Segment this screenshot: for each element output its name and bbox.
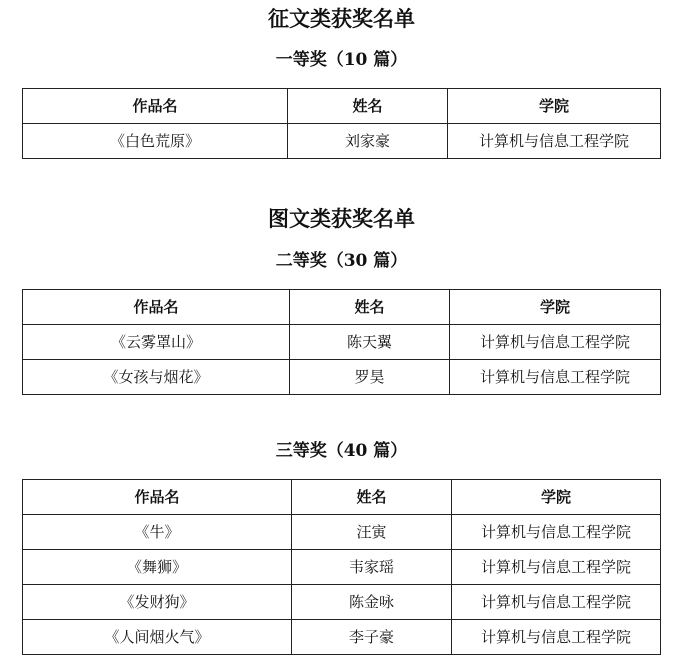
cell-name: 韦家瑶 — [292, 550, 452, 585]
cell-work: 《舞狮》 — [23, 550, 292, 585]
cell-name: 罗昊 — [290, 360, 450, 395]
column-header-name: 姓名 — [288, 89, 448, 124]
table-row — [23, 620, 661, 655]
column-header-work: 作品名 — [23, 290, 290, 325]
table-row — [23, 515, 661, 550]
section-title-essay: 征文类获奖名单 — [268, 7, 415, 31]
cell-college: 计算机与信息工程学院 — [448, 124, 661, 159]
cell-college: 计算机与信息工程学院 — [450, 360, 661, 395]
table-header-row — [23, 480, 661, 515]
column-header-work: 作品名 — [23, 89, 288, 124]
cell-work: 《人间烟火气》 — [23, 620, 292, 655]
cell-college: 计算机与信息工程学院 — [452, 620, 661, 655]
tier-title-first-prize: 一等奖（10 篇） — [275, 50, 408, 70]
cell-college: 计算机与信息工程学院 — [450, 325, 661, 360]
cell-college: 计算机与信息工程学院 — [452, 585, 661, 620]
cell-college: 计算机与信息工程学院 — [452, 550, 661, 585]
tier-title-third-prize: 三等奖（40 篇） — [275, 441, 408, 461]
section-title-graphic: 图文类获奖名单 — [268, 207, 415, 231]
cell-name: 陈天翼 — [290, 325, 450, 360]
column-header-work: 作品名 — [23, 480, 292, 515]
column-header-college: 学院 — [450, 290, 661, 325]
cell-work: 《牛》 — [23, 515, 292, 550]
award-table-second-prize — [22, 289, 661, 395]
cell-work: 《白色荒原》 — [23, 124, 288, 159]
cell-name: 陈金咏 — [292, 585, 452, 620]
column-header-college: 学院 — [448, 89, 661, 124]
table-row — [23, 585, 661, 620]
award-table-first-prize — [22, 88, 661, 159]
column-header-name: 姓名 — [290, 290, 450, 325]
column-header-college: 学院 — [452, 480, 661, 515]
tier-title-second-prize: 二等奖（30 篇） — [275, 251, 408, 271]
table-row — [23, 124, 661, 159]
column-header-name: 姓名 — [292, 480, 452, 515]
table-row — [23, 325, 661, 360]
cell-work: 《发财狗》 — [23, 585, 292, 620]
cell-name: 汪寅 — [292, 515, 452, 550]
award-table-third-prize — [22, 479, 661, 655]
table-header-row — [23, 89, 661, 124]
cell-work: 《云雾罩山》 — [23, 325, 290, 360]
cell-college: 计算机与信息工程学院 — [452, 515, 661, 550]
cell-name: 刘家豪 — [288, 124, 448, 159]
cell-work: 《女孩与烟花》 — [23, 360, 290, 395]
table-header-row — [23, 290, 661, 325]
cell-name: 李子豪 — [292, 620, 452, 655]
table-row — [23, 550, 661, 585]
table-row — [23, 360, 661, 395]
